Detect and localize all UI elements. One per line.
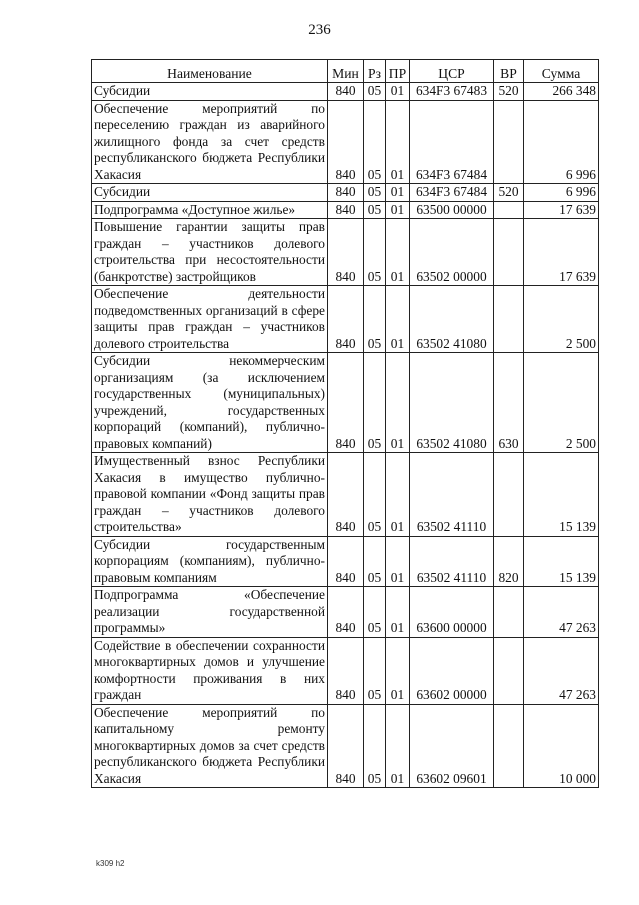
cell-min: 840 (328, 704, 364, 788)
cell-rz: 05 (364, 353, 386, 453)
table-row (92, 286, 599, 353)
cell-csr: 63502 00000 (410, 219, 494, 286)
cell-vr: 520 (494, 83, 524, 101)
cell-vr (494, 637, 524, 704)
cell-vr (494, 201, 524, 219)
table-row (92, 184, 599, 202)
cell-rz: 05 (364, 637, 386, 704)
table-row (92, 453, 599, 537)
cell-csr: 63600 00000 (410, 587, 494, 638)
table-row (92, 353, 599, 453)
cell-pr: 01 (386, 353, 410, 453)
header-name: Наименование (92, 60, 328, 83)
cell-rz: 05 (364, 453, 386, 537)
cell-min: 840 (328, 83, 364, 101)
table-header-row (92, 60, 599, 83)
header-sum: Сумма (524, 60, 599, 83)
footer-code: k309 h2 (96, 859, 125, 868)
cell-csr: 63602 09601 (410, 704, 494, 788)
cell-rz: 05 (364, 100, 386, 184)
cell-vr (494, 704, 524, 788)
cell-pr: 01 (386, 219, 410, 286)
header-min: Мин (328, 60, 364, 83)
table-row (92, 704, 599, 788)
header-pr: ПР (386, 60, 410, 83)
cell-pr: 01 (386, 704, 410, 788)
cell-min: 840 (328, 219, 364, 286)
table-row (92, 219, 599, 286)
header-csr: ЦСР (410, 60, 494, 83)
cell-csr: 634F3 67484 (410, 100, 494, 184)
cell-vr (494, 286, 524, 353)
cell-name: Субсидии (92, 184, 328, 202)
table-row (92, 587, 599, 638)
cell-min: 840 (328, 587, 364, 638)
cell-min: 840 (328, 201, 364, 219)
cell-vr: 820 (494, 536, 524, 587)
cell-name: Подпрограмма «Обеспечение реализации государственной программы» (92, 587, 328, 638)
cell-rz: 05 (364, 704, 386, 788)
cell-name: Содействие в обеспечении сохранности многоквартирных домов и улучшение комфортности проживания в них граждан (92, 637, 328, 704)
cell-sum: 6 996 (524, 100, 599, 184)
cell-csr: 63502 41110 (410, 453, 494, 537)
cell-csr: 63502 41080 (410, 286, 494, 353)
cell-pr: 01 (386, 201, 410, 219)
cell-rz: 05 (364, 286, 386, 353)
cell-sum: 2 500 (524, 353, 599, 453)
cell-min: 840 (328, 637, 364, 704)
cell-csr: 634F3 67483 (410, 83, 494, 101)
cell-pr: 01 (386, 184, 410, 202)
cell-rz: 05 (364, 587, 386, 638)
cell-min: 840 (328, 184, 364, 202)
cell-rz: 05 (364, 219, 386, 286)
table-row (92, 100, 599, 184)
cell-sum: 17 639 (524, 201, 599, 219)
cell-name: Субсидии некоммерческим организациям (за исключением государственных (муниципальных) учреждений, государственных корпораций (компаний), публично-правовых компаний) (92, 353, 328, 453)
table-row (92, 83, 599, 101)
cell-min: 840 (328, 100, 364, 184)
cell-name: Имущественный взнос Республики Хакасия в имущество публично-правовой компании «Фонд защиты прав граждан – участников долевого строительства» (92, 453, 328, 537)
cell-vr (494, 100, 524, 184)
cell-sum: 15 139 (524, 536, 599, 587)
header-rz: Рз (364, 60, 386, 83)
cell-sum: 17 639 (524, 219, 599, 286)
cell-sum: 10 000 (524, 704, 599, 788)
cell-name: Обеспечение мероприятий по переселению граждан из аварийного жилищного фонда за счет средств республиканского бюджета Республики Хакасия (92, 100, 328, 184)
cell-sum: 47 263 (524, 637, 599, 704)
cell-sum: 6 996 (524, 184, 599, 202)
cell-csr: 63602 00000 (410, 637, 494, 704)
cell-rz: 05 (364, 83, 386, 101)
table-row (92, 536, 599, 587)
cell-rz: 05 (364, 184, 386, 202)
cell-vr (494, 453, 524, 537)
cell-name: Субсидии (92, 83, 328, 101)
cell-vr: 630 (494, 353, 524, 453)
cell-csr: 63500 00000 (410, 201, 494, 219)
cell-pr: 01 (386, 637, 410, 704)
cell-vr: 520 (494, 184, 524, 202)
cell-sum: 266 348 (524, 83, 599, 101)
budget-table (91, 59, 599, 788)
cell-name: Субсидии государственным корпорациям (компаниям), публично-правовым компаниям (92, 536, 328, 587)
table-body (92, 83, 599, 788)
cell-csr: 63502 41080 (410, 353, 494, 453)
cell-name: Повышение гарантии защиты прав граждан – участников долевого строительства при несостоятельности (банкротстве) застройщиков (92, 219, 328, 286)
cell-pr: 01 (386, 536, 410, 587)
header-vr: ВР (494, 60, 524, 83)
cell-csr: 63502 41110 (410, 536, 494, 587)
cell-min: 840 (328, 286, 364, 353)
cell-pr: 01 (386, 83, 410, 101)
table-row (92, 201, 599, 219)
cell-min: 840 (328, 453, 364, 537)
cell-rz: 05 (364, 201, 386, 219)
cell-csr: 634F3 67484 (410, 184, 494, 202)
cell-pr: 01 (386, 453, 410, 537)
cell-name: Обеспечение деятельности подведомственных организаций в сфере защиты прав граждан – участников долевого строительства (92, 286, 328, 353)
cell-rz: 05 (364, 536, 386, 587)
cell-vr (494, 219, 524, 286)
cell-sum: 15 139 (524, 453, 599, 537)
cell-min: 840 (328, 353, 364, 453)
cell-pr: 01 (386, 286, 410, 353)
cell-vr (494, 587, 524, 638)
cell-pr: 01 (386, 587, 410, 638)
cell-pr: 01 (386, 100, 410, 184)
cell-sum: 2 500 (524, 286, 599, 353)
cell-name: Обеспечение мероприятий по капитальному ремонту многоквартирных домов за счет средств республиканского бюджета Республики Хакасия (92, 704, 328, 788)
cell-min: 840 (328, 536, 364, 587)
cell-sum: 47 263 (524, 587, 599, 638)
cell-name: Подпрограмма «Доступное жилье» (92, 201, 328, 219)
page-number: 236 (308, 22, 331, 38)
table-row (92, 637, 599, 704)
